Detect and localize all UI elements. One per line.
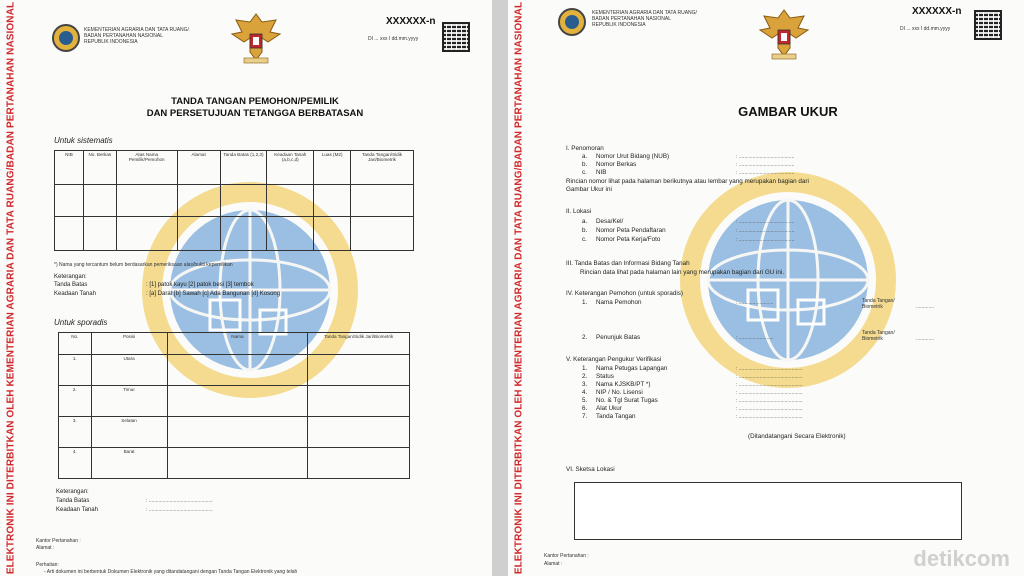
garuda-emblem: [228, 8, 284, 66]
left-title-line2: DAN PERSETUJUAN TETANGGA BERBATASAN: [146, 108, 364, 119]
pemohon-ttd-label: Tanda Tangan/ Biometrik: [862, 298, 895, 310]
alamat-label: Alamat :: [36, 545, 55, 551]
col-alamat: Alamat: [177, 151, 220, 185]
signed-electronically-note: (Ditandatangani Secara Elektronik): [748, 433, 846, 440]
garuda-emblem-right: [756, 4, 812, 62]
section-pemohon: IV. Keterangan Pemohon (untuk sporadis): [566, 290, 684, 297]
untuk-sporadis-label: Untuk sporadis: [54, 318, 108, 327]
col-no: No.: [59, 333, 92, 355]
sporadis-table: [58, 332, 410, 479]
detikcom-watermark: detikcom: [913, 546, 1010, 571]
desa-label: Desa/Kel/: [596, 218, 624, 225]
section-lokasi: II. Lokasi: [566, 208, 592, 215]
section-penomoran: I. Penomoran: [566, 145, 604, 152]
section-pengukur: V. Keterangan Pengukur Verifikasi: [566, 356, 662, 363]
col-tanda-batas: Tanda Batas (1,2,3): [220, 151, 267, 185]
col-no-berkas: No. Berkas: [83, 151, 116, 185]
qr-code-right: [974, 10, 1002, 40]
org-name-right: KEMENTERIAN AGRARIA DAN TATA RUANG/ BADAN PERTANAHAN NASIONAL REPUBLIK INDONESIA: [592, 10, 697, 28]
left-vertical-sidebar-text: ELEKTRONIK INI DITERBITKAN OLEH KEMENTERIAN AGRARIA DAN TATA RUANG/BADAN PERTANAHAN NASIONAL: [5, 1, 17, 575]
kantor-pertanahan-label-right: Kantor Pertanahan :: [544, 553, 589, 559]
peta-kerja-label: Nomor Peta Kerja/Foto: [596, 236, 661, 243]
alamat-label-right: Alamat :: [544, 561, 563, 567]
table-row: 3. Selatan: [59, 417, 410, 448]
keadaan-tanah-label: Keadaan Tanah: [54, 291, 96, 297]
col-posisi: Posisi: [91, 333, 167, 355]
left-document-page: ELEKTRONIK INI DITERBITKAN OLEH KEMENTERIAN AGRARIA DAN TATA RUANG/BADAN PERTANAHAN NASIONAL KEMENTERIAN AGRARIA DAN TATA RUANG/ BADAN PERTANAHAN NASIONAL REPUBLIK INDONESIA XXXXXX-n DI ... xxx I dd.mm.yyyy TANDA TANGAN PEMOHON/PEMILIK DAN PERSETUJUAN TETANGGA BERBATASAN Untuk sistematis NIB No. Berkas Atas Nama Pemilik/Pemohon Alamat Tanda Batas (1,2,3) Keadaan Tanah (a,b,c,d) Luas (M2) Tanda Tangan/Sidik Jari/Biometrik *) Nama yang tercantum belum berdasarkan pemeriksaan alas/bukti kepemilikan Keterangan: Tanda Batas : [1] patok kayu [2] patok besi [3] tembok Keadaan Tanah : [a] Darat [b] Sawah [c] Ada Bangunan [d] Kosong Untuk sporadis No. Posisi Nama Tanda Tangan/Sidik Jari/Biometrik 1. Utara 2. Timur 3. Selatan 4. Barat Keterangan: Tanda Batas : .............................................. Keadaan Tanah : .............................................. Kantor Pertanahan : Alamat : Perhatian: - Arti dokumen ini berbentuk Dokumen Elektronik yang ditandatangani dengan Tanda Tangan Elektronik yang telah: [0, 0, 492, 576]
sistematis-table: [54, 150, 414, 251]
col-ttd: Tanda Tangan/Sidik Jari/Biometrik: [308, 333, 410, 355]
bpn-watermark-logo-right: [668, 160, 908, 400]
penunjuk-batas-label: Penunjuk Batas: [596, 334, 641, 341]
col-nama: Nama: [167, 333, 308, 355]
nomor-berkas-label: Nomor Berkas: [596, 161, 637, 168]
table-row: 1. Utara: [59, 355, 410, 386]
keadaan-tanah-value: : [a] Darat [b] Sawah [c] Ada Bangunan [d] Kosong: [146, 291, 281, 297]
bpn-logo-right: [558, 8, 586, 36]
col-atas-nama: Atas Nama Pemilik/Pemohon: [116, 151, 177, 185]
section-sketsa: VI. Sketsa Lokasi: [566, 466, 615, 473]
right-document-page: ELEKTRONIK INI DITERBITKAN OLEH KEMENTERIAN AGRARIA DAN TATA RUANG/BADAN PERTANAHAN NASIONAL KEMENTERIAN AGRARIA DAN TATA RUANG/ BADAN PERTANAHAN NASIONAL REPUBLIK INDONESIA XXXXXX-n DI ... xxx I dd.mm.yyyy GAMBAR UKUR I. Penomoran a. Nomor Urut Bidang (NUB) : ........................................ b. Nomor Berkas : ........................................ c. NIB : ........................................ Rincian nomor lihat pada halaman berikutnya atau lembar yang merupakan bagian dari Gambar Ukur ini II. Lokasi a. Desa/Kel/ : ........................................ b. Nomor Peta Pendaftaran : ........................................ c. Nomor Peta Kerja/Foto : ........................................ III. Tanda Batas dan Informasi Bidang Tanah Rincian data lihat pada halaman lain yang merupakan bagian dari GU ini. IV. Keterangan Pemohon (untuk sporadis) 1. Nama Pemohon : ......................... Tanda Tangan/ Biometrik ............. 2. Penunjuk Batas : ......................... Tanda Tangan/ Biometrik ............. V. Keterangan Pengukur Verifikasi 1. Nama Petugas Lapangan : .............................................. 2. Status : .............................................. 3. Nama KJSKB/PT *) : .............................................. 4. NIP / No. Lisensi : .............................................. 5. No. & Tgl Surat Tugas : .............................................. 6. Alat Ukur : .............................................. 7. Tanda Tangan : .............................................. (Ditandatangani Secara Elektronik) VI. Sketsa Lokasi Kantor Pertanahan : Alamat : detikcom: [508, 0, 1024, 576]
col-keadaan-tanah: Keadaan Tanah (a,b,c,d): [267, 151, 314, 185]
sketsa-lokasi-box: [574, 482, 962, 540]
right-vertical-sidebar-text: ELEKTRONIK INI DITERBITKAN OLEH KEMENTERIAN AGRARIA DAN TATA RUANG/BADAN PERTANAHAN NASIONAL: [513, 1, 525, 575]
nub-label: Nomor Urut Bidang (NUB): [596, 153, 670, 160]
section-tanda-batas: III. Tanda Batas dan Informasi Bidang Tanah: [566, 260, 690, 267]
document-date: DI ... xxx I dd.mm.yyyy: [368, 36, 419, 42]
table-row: 2. Timur: [59, 386, 410, 417]
untuk-sistematis-label: Untuk sistematis: [54, 136, 113, 145]
table-row: 4. Barat: [59, 448, 410, 479]
perhatian-text: - Arti dokumen ini berbentuk Dokumen Elektronik yang ditandatangani dengan Tanda Tangan Elektronik yang telah: [44, 569, 298, 575]
col-tanda-tangan: Tanda Tangan/Sidik Jari/Biometrik: [351, 151, 414, 185]
org-name: KEMENTERIAN AGRARIA DAN TATA RUANG/ BADAN PERTANAHAN NASIONAL REPUBLIK INDONESIA: [84, 27, 189, 45]
penunjuk-ttd-label: Tanda Tangan/ Biometrik: [862, 330, 895, 342]
keterangan2-label: Keterangan:: [56, 489, 89, 495]
kantor-pertanahan-label: Kantor Pertanahan :: [36, 538, 81, 544]
nama-pemohon-label: Nama Pemohon: [596, 299, 642, 306]
peta-pendaftaran-label: Nomor Peta Pendaftaran: [596, 227, 666, 234]
document-code: XXXXXX-n: [386, 16, 436, 27]
tanda-batas-label: Tanda Batas: [54, 282, 88, 288]
page-gap: [492, 0, 508, 576]
keterangan-label: Keterangan:: [54, 274, 87, 280]
tanda-batas-value: : [1] patok kayu [2] patok besi [3] tembok: [146, 282, 254, 288]
keadaan-tanah2-label: Keadaan Tanah: [56, 507, 98, 513]
document-date-right: DI ... xxx I dd.mm.yyyy: [900, 26, 951, 32]
nib-label: NIB: [596, 169, 607, 176]
col-nib: NIB: [55, 151, 84, 185]
document-code-right: XXXXXX-n: [912, 6, 962, 17]
table-row: [55, 217, 414, 251]
footnote: *) Nama yang tercantum belum berdasarkan pemeriksaan alas/bukti kepemilikan: [54, 262, 233, 268]
bpn-logo: [52, 24, 80, 52]
gambar-ukur-title: GAMBAR UKUR: [738, 104, 838, 119]
qr-code: [442, 22, 470, 52]
left-title-line1: TANDA TANGAN PEMOHON/PEMILIK: [171, 96, 339, 107]
col-luas: Luas (M2): [314, 151, 351, 185]
tanda-batas2-label: Tanda Batas: [56, 498, 90, 504]
table-row: [55, 185, 414, 217]
perhatian-label: Perhatian:: [36, 562, 59, 568]
